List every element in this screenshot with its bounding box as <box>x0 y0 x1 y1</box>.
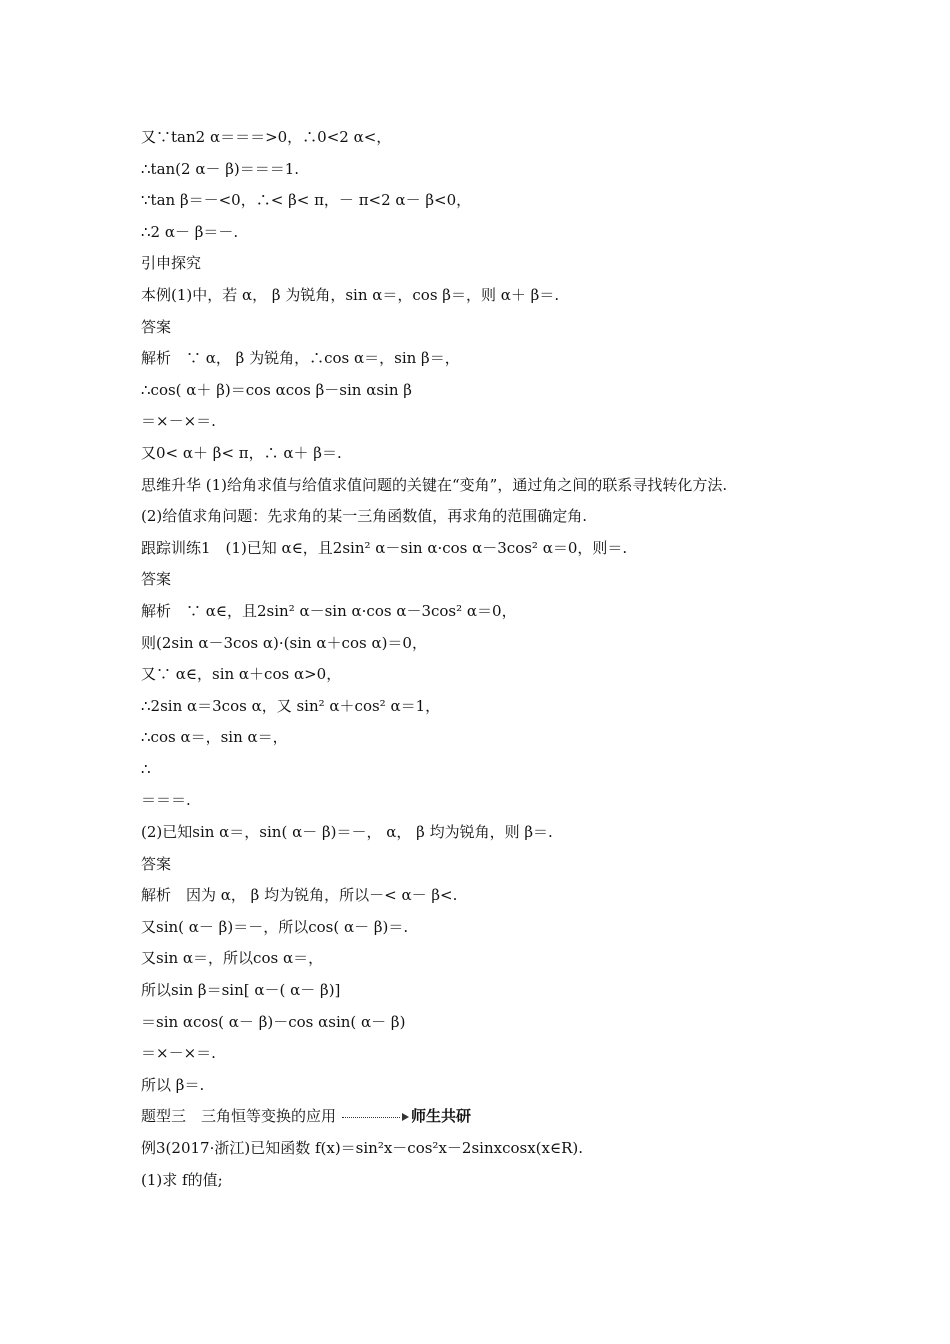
text-line: 所以sin β＝sin[ α－( α－ β)] <box>141 981 341 1000</box>
text-line: ＝sin αcos( α－ β)－cos αsin( α－ β) <box>141 1012 406 1031</box>
dotted-leader <box>342 1117 400 1118</box>
text-line: 则(2sin α－3cos α)·(sin α＋cos α)＝0， <box>141 633 427 652</box>
text-line: (2)给值求角问题：先求角的某一三角函数值，再求角的范围确定角. <box>141 507 588 526</box>
text-line: 思维升华 (1)给角求值与给值求值问题的关键在“变角”，通过角之间的联系寻找转化方法. <box>141 475 728 494</box>
text-line: ＝×－×＝. <box>141 1044 216 1063</box>
text-line: 解析 ∵ α∈，且2sin² α－sin α·cos α－3cos² α＝0， <box>141 601 517 620</box>
text-line: ＝×－×＝. <box>141 412 216 431</box>
text-line: 本例(1)中，若 α， β 为锐角，sin α＝，cos β＝，则 α＋ β＝. <box>141 285 560 304</box>
section-title: 题型三 三角恒等变换的应用 <box>141 1107 337 1126</box>
text-line: 例3(2017·浙江)已知函数 f(x)＝sin²x－cos²x－2sinxcosx(x∈R). <box>141 1139 583 1157</box>
answer-label: 答案 <box>141 317 172 336</box>
text-line: 解析 因为 α， β 均为锐角，所以－< α－ β<. <box>141 886 458 905</box>
text-line: ∵tan β＝－<0，∴< β< π，－ π<2 α－ β<0， <box>141 191 472 210</box>
text-line: ∴ <box>141 759 151 778</box>
text-line: 解析 ∵ α， β 为锐角，∴cos α＝，sin β＝， <box>141 349 460 368</box>
text-line: (2)已知sin α＝，sin( α－ β)＝－， α， β 均为锐角，则 β＝. <box>141 823 553 842</box>
document-body <box>141 122 841 1196</box>
text-line: ∴2sin α＝3cos α，又 sin² α＋cos² α＝1， <box>141 696 441 715</box>
text-line: (1)求 f的值; <box>141 1170 223 1189</box>
answer-label: 答案 <box>141 570 172 589</box>
text-line: ∴tan(2 α－ β)＝＝＝1. <box>141 159 300 178</box>
text-line: 又sin( α－ β)＝－，所以cos( α－ β)＝. <box>141 917 409 936</box>
text-line: 又∵ α∈，sin α＋cos α>0， <box>141 665 342 684</box>
text-line: 跟踪训练1 (1)已知 α∈，且2sin² α－sin α·cos α－3cos² α＝0，则＝. <box>141 538 628 557</box>
text-line: ∴cos( α＋ β)＝cos αcos β－sin αsin β <box>141 380 412 399</box>
text-line: ∴cos α＝，sin α＝， <box>141 728 288 747</box>
section-heading: 引申探究 <box>141 254 202 273</box>
answer-label: 答案 <box>141 854 172 873</box>
text-line: 所以 β＝. <box>141 1075 205 1094</box>
text-line: ＝＝＝. <box>141 791 191 810</box>
text-line: 又sin α＝，所以cos α＝， <box>141 949 324 968</box>
section-tag: 师生共研 <box>411 1107 472 1126</box>
text-line: 又∵tan2 α＝＝＝>0，∴0<2 α<， <box>141 128 392 146</box>
text-line: 又0< α＋ β< π，∴ α＋ β＝. <box>141 443 342 462</box>
arrow-icon <box>402 1113 409 1121</box>
text-line: ∴2 α－ β＝－. <box>141 222 239 241</box>
section-banner <box>141 1101 841 1133</box>
